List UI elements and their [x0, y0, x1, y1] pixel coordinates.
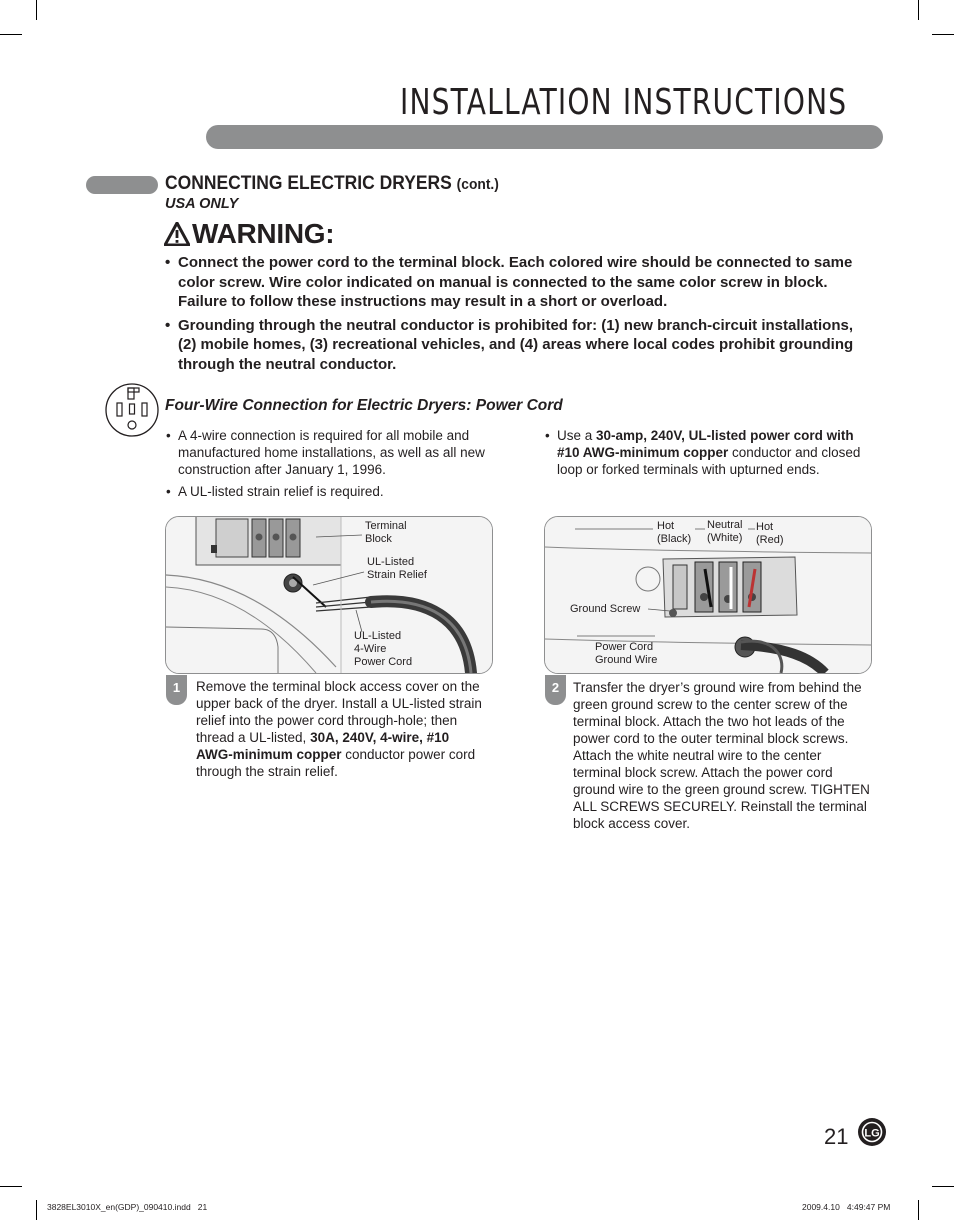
callout-line: Power Cord — [354, 656, 413, 668]
section-title — [165, 173, 499, 195]
strain-relief-illustration — [166, 517, 492, 673]
callout-line: Block — [365, 533, 392, 545]
list-item-text: Use a — [557, 428, 597, 443]
callout-terminal-block — [365, 520, 407, 546]
list-item — [545, 427, 865, 478]
list-item-text: conductor and closed loop or forked terminals with upturned ends. — [557, 445, 861, 477]
section-subtitle: USA ONLY — [165, 196, 239, 212]
warning-item: • Connect the power cord to the terminal block. Each colored wire should be connected to same color screw. Wire color indicated on manual is connected to the same color screw in block. Failure to follow these instructions may result in a short or overload. — [165, 253, 865, 312]
callout-hot-black — [657, 520, 691, 546]
callout-line: Terminal — [365, 520, 407, 532]
figure-strain-relief — [165, 516, 493, 674]
callout-power-cord — [354, 630, 412, 669]
callout-neutral-white — [707, 519, 742, 545]
crop-mark — [36, 1200, 37, 1220]
step-1-text — [196, 678, 486, 780]
title-bar — [206, 125, 883, 149]
cord-requirements-list — [545, 427, 865, 483]
section-tab — [86, 176, 158, 194]
svg-text:LG: LG — [864, 1127, 880, 1140]
crop-mark — [0, 1186, 22, 1187]
warning-triangle-icon — [164, 222, 190, 246]
callout-line: Ground Screw — [570, 603, 641, 615]
warning-label: WARNING: — [192, 218, 335, 249]
section-title-text: CONNECTING ELECTRIC DRYERS — [165, 173, 452, 194]
step-text-part: Remove the terminal block access cover on the upper back of the dryer. Install a UL-listed strain relief into the power cord through-hole; then thread a UL-listed, — [196, 679, 482, 745]
list-item-bold: 30-amp, 240V, UL-listed power cord with #10 AWG-minimum copper — [557, 428, 854, 460]
requirements-list — [166, 427, 486, 505]
callout-line: Hot — [657, 520, 675, 532]
warning-heading — [164, 218, 334, 250]
step-number-badge: 1 — [166, 675, 187, 705]
callout-line: Hot — [756, 521, 774, 533]
callout-line: UL-Listed — [367, 556, 415, 568]
footer-filename: 3828EL3010X_en(GDP)_090410.indd 21 — [47, 1202, 208, 1212]
callout-line: Ground Wire — [595, 654, 658, 666]
callout-line: (Black) — [657, 533, 692, 545]
crop-mark — [36, 0, 37, 20]
callout-line: UL-Listed — [354, 630, 402, 642]
page-title: INSTALLATION INSTRUCTIONS — [400, 82, 848, 123]
step-number-badge: 2 — [545, 675, 566, 705]
step-2-text: Transfer the dryer’s ground wire from behind the green ground screw to the center screw of the terminal block. Attach the two hot leads of the power cord to the outer terminal block screws. Attach the white neutral wire to the center terminal block screw. Attach the power cord ground wire to the green ground screw. TIGHTEN ALL SCREWS SECURELY. Reinstall the terminal block access cover. — [573, 680, 870, 831]
crop-mark — [918, 0, 919, 20]
crop-mark — [918, 1200, 919, 1220]
callout-strain-relief — [367, 556, 427, 582]
list-item: • A UL-listed strain relief is required. — [166, 483, 486, 500]
callout-hot-red — [756, 521, 784, 547]
callout-line: (Red) — [756, 534, 784, 546]
step-text-bold: 30A, 240V, 4-wire, #10 AWG-minimum copper — [196, 730, 450, 762]
figure-terminal-block — [544, 516, 872, 674]
footer-timestamp: 2009.4.10 4:49:47 PM — [802, 1202, 891, 1212]
list-item: • A 4-wire connection is required for all mobile and manufactured home installations, as well as all new construction after January 1, 1996. — [166, 427, 486, 478]
lg-logo-icon — [857, 1117, 887, 1147]
callout-line: 4-Wire — [354, 643, 387, 655]
crop-mark — [932, 1186, 954, 1187]
callout-line: Power Cord — [595, 641, 654, 653]
four-prong-plug-icon — [104, 382, 160, 438]
callout-line: Neutral — [707, 519, 743, 531]
subsection-heading: Four-Wire Connection for Electric Dryers: Power Cord — [165, 397, 563, 414]
section-title-cont: (cont.) — [456, 176, 499, 193]
step-text-part: conductor power cord through the strain relief. — [196, 747, 476, 779]
crop-mark — [0, 34, 22, 35]
callout-line: Strain Relief — [367, 569, 427, 581]
callout-ground-wire — [595, 641, 657, 667]
callout-line: (White) — [707, 532, 743, 544]
warning-list — [165, 253, 865, 378]
page-number: 21 — [824, 1124, 849, 1149]
warning-item: • Grounding through the neutral conductor is prohibited for: (1) new branch-circuit installations, (2) mobile homes, (3) recreational vehicles, and (4) areas where local codes prohibit grounding through the neutral conductor. — [165, 316, 865, 375]
callout-ground-screw — [570, 603, 640, 616]
crop-mark — [932, 34, 954, 35]
